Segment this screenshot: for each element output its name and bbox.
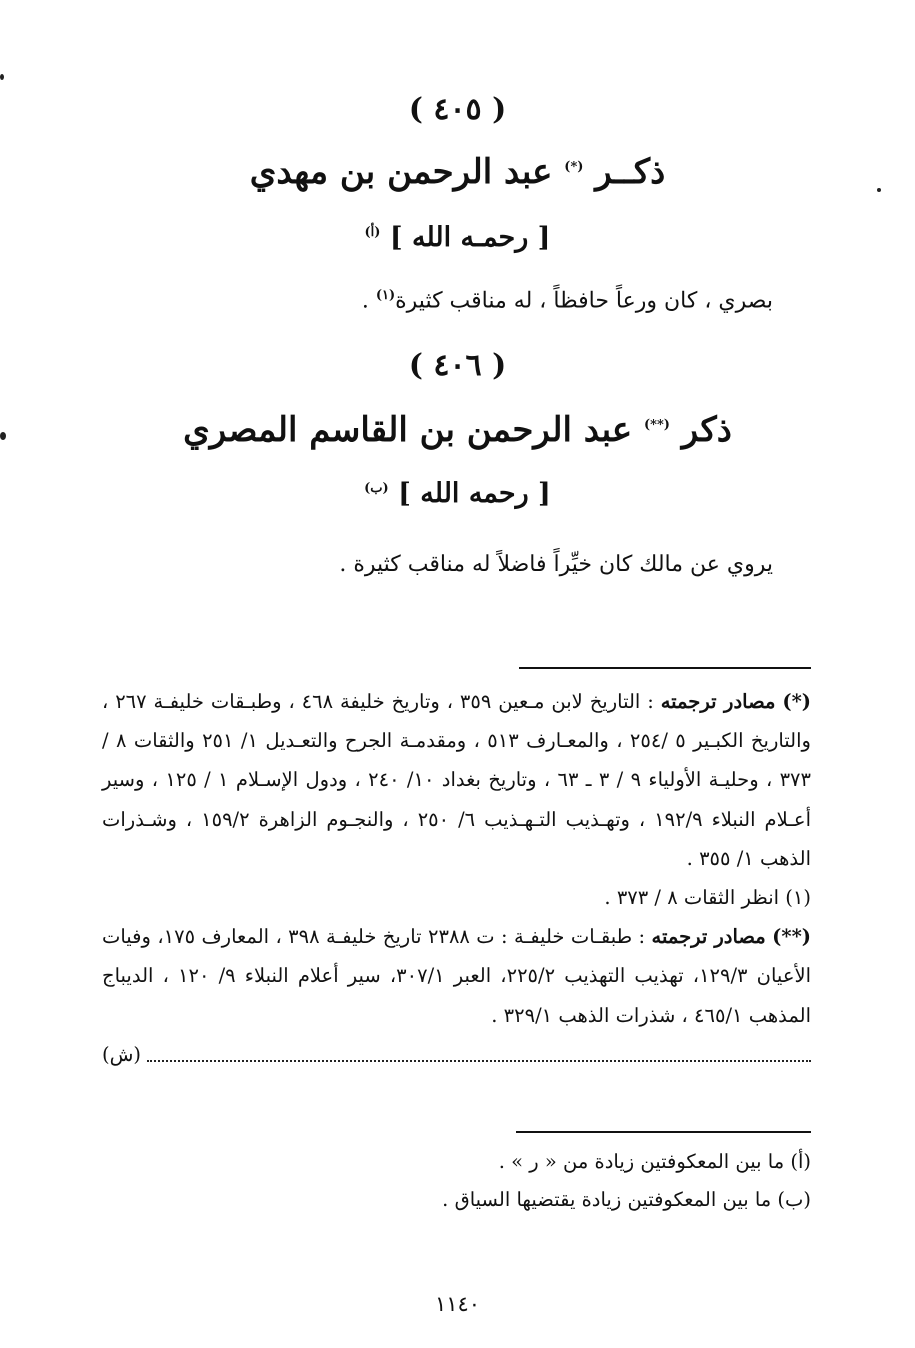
footnote-ref: (*) [564, 159, 584, 175]
scan-speck [877, 188, 881, 192]
entry-number: ( ٤٠٦ ) [408, 348, 507, 383]
footnote-text: : التاريخ لابن مـعين ٣٥٩ ، وتاريخ خليفة ٤٦٨ ، وطبـقات خليفـة ٢٦٧ ، والتاريخ الكبـير ٥ /٢٥٤ ، والمعـارف ٥١٣ ، ومقدمـة الجرح والتعـديل ١/ ٢٥١ والثقات ٨ / ٣٧٣ ، وحليـة الأولياء ٩ / ٣ ـ ٦٣ ، وتاريخ بغداد ١٠/ ٢٤٠ ، ودول الإسـلام ١ / ١٢٥ ، وسير أعـلام النبلاء ١٩٢/٩ ، وتهـذيب التـهـذيب ٦/ ٢٥٠ ، والنجـوم الزاهرة ١٥٩/٢ ، وشـذرات الذهب ١/ ٣٥٥ . [102, 690, 811, 870]
footnote-mark: (*) [782, 690, 811, 713]
blessing-line [0, 222, 915, 253]
sh-mark: (ش) [102, 1042, 142, 1066]
entry-number: ( ٤٠٥ ) [408, 92, 507, 127]
person-name: عبد الرحمن بن مهدي [249, 152, 553, 192]
entry-text-end: . [361, 288, 369, 314]
footnote-text: : طبقـات خليفـة : ت ٢٣٨٨ تاريخ خليفـة ٣٩٨ ، المعارف ١٧٥، وفيات الأعيان ١٢٩/٣، تهذيب التهذيب ٢٢٥/٢، العبر ٣٠٧/١، سير أعلام النبلاء ٩/ ١٢٠ ، الديباج المذهب ٤٦٥/١ ، شذرات الذهب ٣٢٩/١ . [102, 925, 811, 1027]
blessing-text: [ رحمه الله ] [398, 478, 551, 509]
entry-text-body: بصري ، كان ورعاً حافظاً ، له مناقب كثيرة [395, 288, 773, 314]
scan-speck [0, 74, 4, 80]
heading-word: ذكر [681, 410, 732, 450]
editor-note: (أ) ما بين المعكوفتين زيادة من « ر » . [498, 1150, 811, 1173]
footnote-star [102, 682, 811, 878]
footnote-ref: (ب) [364, 481, 389, 496]
footnote-ref: (**) [644, 417, 670, 433]
footnote-double-star [102, 917, 811, 1035]
editor-notes-separator [516, 1131, 811, 1133]
heading-word: ذكــر [595, 152, 666, 192]
page-number: ١١٤٠ [434, 1292, 481, 1316]
footnote-ref: (١) [375, 288, 396, 303]
footnote-mark: (**) [772, 925, 812, 949]
footnote-separator [519, 667, 811, 669]
dotted-line [102, 1035, 811, 1074]
entry-text [140, 288, 773, 313]
entry-heading [0, 152, 915, 192]
entry-heading [0, 410, 915, 450]
dot-leader [147, 1046, 811, 1062]
footnote-ref: (أ) [364, 225, 381, 240]
footnote-one: (١) انظر الثقات ٨ / ٣٧٣ . [604, 886, 811, 910]
footnote-label: مصادر ترجمته [651, 925, 766, 949]
blessing-line [0, 478, 915, 509]
scan-speck [0, 432, 6, 440]
footnote-label: مصادر ترجمته [660, 690, 776, 713]
person-name: عبد الرحمن بن القاسم المصري [183, 410, 633, 450]
entry-text: يروي عن مالك كان خيِّراً فاضلاً له مناقب كثيرة . [339, 552, 773, 577]
footnotes [102, 682, 811, 1074]
editor-note: (ب) ما بين المعكوفتين زيادة يقتضيها السياق . [442, 1188, 811, 1211]
blessing-text: [ رحمـه الله ] [389, 222, 551, 253]
